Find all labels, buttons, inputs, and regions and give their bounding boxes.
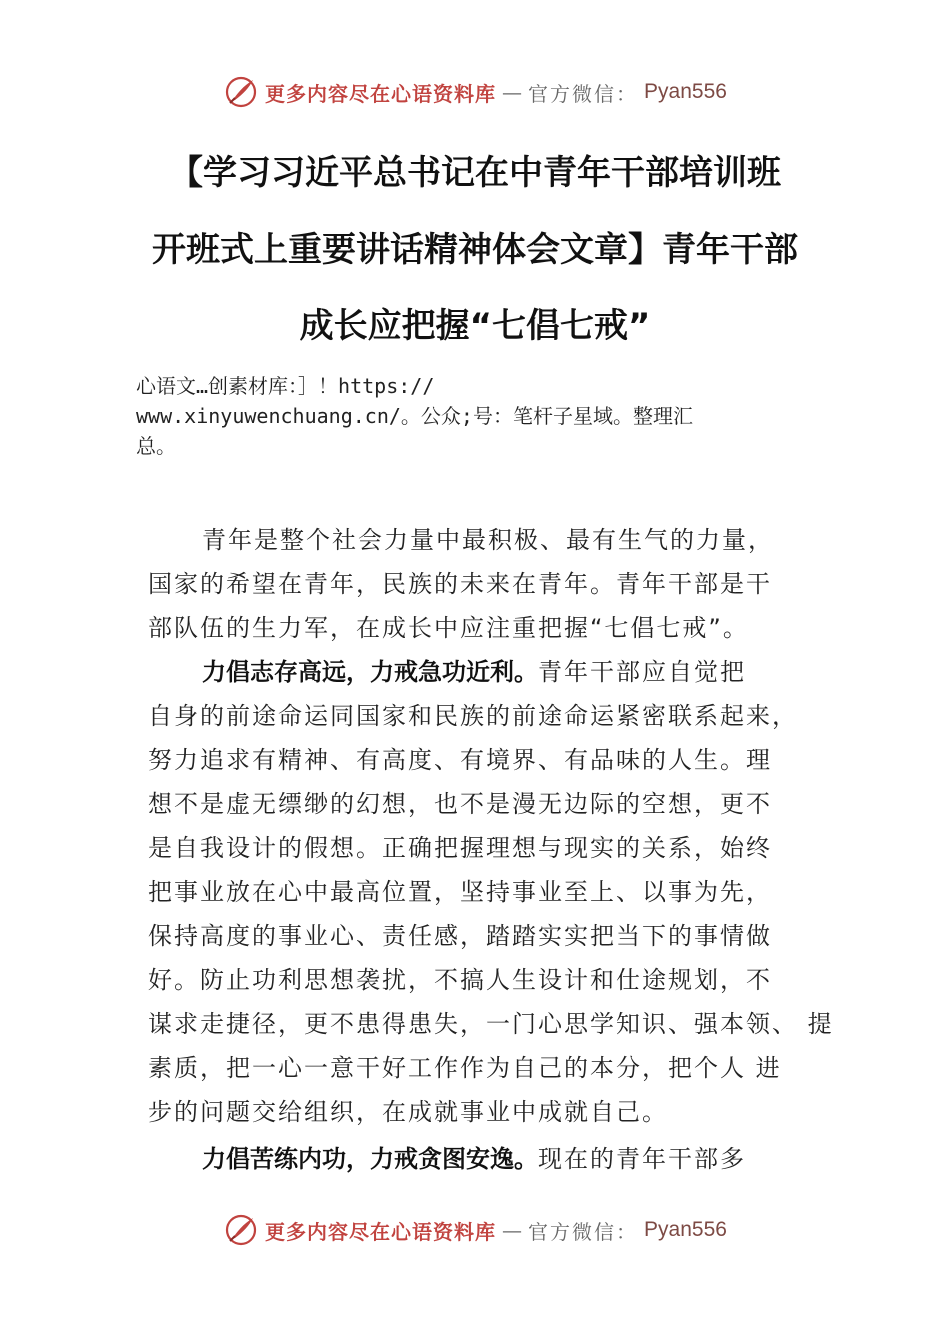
source-note-line-3: 总。 (136, 434, 176, 458)
paragraph-2-line-3: 努力追求有精神、有高度、有境界、有品味的人生。理 (148, 746, 772, 774)
paragraph-2-line-5: 是自我设计的假想。正确把握理想与现实的关系，始终 (148, 834, 772, 862)
paragraph-2-line-1-text: 青年干部应自觉把 (538, 658, 746, 686)
paragraph-2-line-2: 自身的前途命运同国家和民族的前途命运紧密联系起来， (148, 702, 798, 730)
document-title-line-1: 【学习习近平总书记在中青年干部培训班 (169, 153, 781, 193)
paragraph-2-line-10: 素质，把一心一意干好工作作为自己的本分，把个人 进 (148, 1054, 782, 1082)
source-note-line-2: www.xinyuwenchuang.cn/。公众;号：笔杆子星域。整理汇 (136, 404, 693, 428)
document-title-line-3: 成长应把握“七倡七戒” (299, 306, 651, 346)
banner-wechat-id: Pyan556 (644, 1218, 727, 1241)
paragraph-2-line-11: 步的问题交给组织，在成就事业中成就自己。 (148, 1098, 668, 1126)
footer-banner (0, 1208, 950, 1252)
paragraph-2-lead: 力倡志存高远，力戒急功近利。 (202, 658, 538, 686)
banner-wechat-id: Pyan556 (644, 80, 727, 103)
banner-official-label: 官方微信： (528, 1219, 639, 1244)
paragraph-3-line-1-text: 现在的青年干部多 (538, 1145, 746, 1173)
quill-pen-logo-icon (223, 1212, 259, 1248)
paragraph-1-line-1: 青年是整个社会力量中最积极、最有生气的力量， (202, 526, 774, 554)
paragraph-3-line-1 (202, 1144, 746, 1174)
paragraph-2-line-1 (202, 657, 746, 687)
paragraph-1-line-3: 部队伍的生力军，在成长中应注重把握“七倡七戒”。 (148, 614, 749, 642)
paragraph-2-line-6: 把事业放在心中最高位置，坚持事业至上、以事为先， (148, 878, 772, 906)
header-banner (0, 70, 950, 114)
paragraph-2-line-9: 谋求走捷径，更不患得患失，一门心思学知识、强本领、 提 (148, 1010, 834, 1038)
quill-pen-logo-icon (223, 74, 259, 110)
paragraph-3-lead: 力倡苦练内功，力戒贪图安逸。 (202, 1145, 538, 1173)
paragraph-2-line-8: 好。防止功利思想袭扰，不搞人生设计和仕途规划，不 (148, 966, 772, 994)
paragraph-2-line-7: 保持高度的事业心、责任感，踏踏实实把当下的事情做 (148, 922, 772, 950)
paragraph-2-line-4: 想不是虚无缥缈的幻想，也不是漫无边际的空想，更不 (148, 790, 772, 818)
banner-dash: — (502, 1218, 523, 1242)
source-note-line-1: 心语文…创素材库：］！https:// (136, 374, 435, 398)
banner-dash: — (502, 80, 523, 104)
banner-brand-text: 更多内容尽在心语资料库 (265, 1219, 497, 1244)
banner-brand-text: 更多内容尽在心语资料库 (265, 81, 497, 106)
document-title-line-2: 开班式上重要讲话精神体会文章】青年干部 (152, 230, 798, 270)
banner-official-label: 官方微信： (528, 81, 639, 106)
paragraph-1-line-2: 国家的希望在青年，民族的未来在青年。青年干部是干 (148, 570, 772, 598)
